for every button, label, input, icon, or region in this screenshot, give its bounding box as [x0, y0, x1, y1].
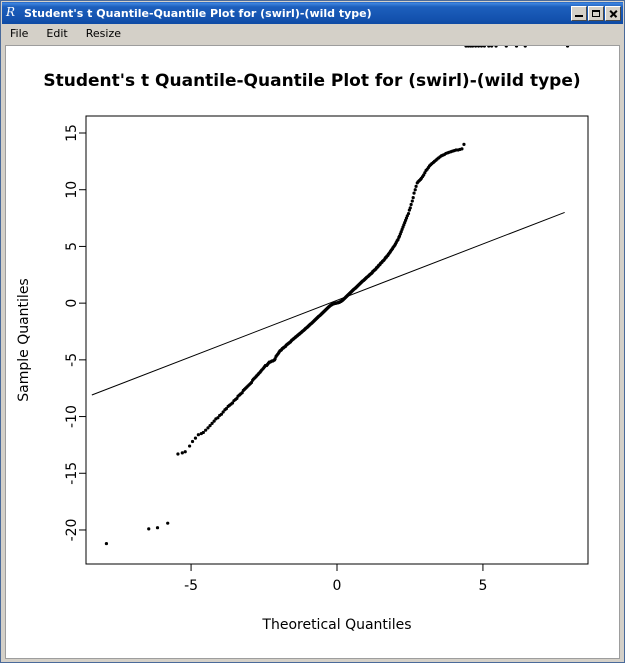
qq-point: [414, 185, 417, 188]
qq-point: [414, 188, 417, 191]
qq-point: [462, 143, 465, 146]
qq-point: [505, 46, 508, 48]
qq-point: [474, 46, 477, 48]
y-tick-label: -10: [64, 405, 80, 428]
qq-point: [410, 203, 413, 206]
y-tick-label: -15: [64, 461, 80, 485]
menubar: [2, 24, 623, 43]
x-axis-ticks: [184, 564, 487, 594]
qq-point: [460, 147, 463, 150]
qq-point: [412, 196, 415, 199]
x-tick-label: 5: [478, 578, 488, 594]
qq-point: [477, 46, 480, 48]
qq-point: [409, 206, 412, 209]
qq-point: [483, 46, 486, 48]
y-axis-label: Sample Quantiles: [16, 278, 32, 402]
qq-point: [480, 46, 483, 48]
chart-title: Student's t Quantile-Quantile Plot for (swirl)-(wild type): [43, 71, 581, 91]
qq-plot-svg: [6, 46, 619, 658]
y-axis-ticks: [64, 124, 86, 541]
qq-point: [188, 444, 191, 447]
qq-point: [407, 212, 410, 215]
y-tick-label: 10: [64, 180, 80, 199]
qq-point: [194, 437, 197, 440]
y-tick-label: -5: [64, 352, 80, 367]
qq-point: [176, 452, 179, 455]
qq-point: [487, 46, 490, 48]
x-tick-label: -5: [184, 578, 199, 594]
x-axis-label: Theoretical Quantiles: [262, 617, 412, 633]
qq-point: [566, 46, 569, 48]
qq-point: [471, 46, 474, 48]
qq-reference-line: [92, 212, 565, 395]
qq-point: [515, 46, 518, 48]
r-graphics-icon: R: [6, 5, 16, 19]
menu-item-edit[interactable]: Edit: [46, 27, 68, 40]
qq-point: [204, 429, 207, 432]
qq-point: [105, 542, 108, 545]
qq-point: [411, 199, 414, 202]
qq-point: [184, 450, 187, 453]
qq-point: [490, 46, 493, 48]
qq-point: [191, 440, 194, 443]
y-tick-label: 15: [64, 124, 80, 142]
qq-point: [202, 431, 205, 434]
window-title: Student's t Quantile-Quantile Plot for (swirl)-(wild type): [24, 6, 372, 20]
plot-canvas: [5, 45, 620, 659]
qq-point: [412, 192, 415, 195]
qq-point: [181, 451, 184, 454]
y-tick-label: -20: [64, 518, 80, 542]
plot-frame: [86, 116, 588, 564]
qq-point: [494, 46, 497, 48]
qq-point: [166, 522, 169, 525]
close-button[interactable]: [605, 6, 621, 21]
qq-point: [156, 526, 159, 529]
qq-points: [105, 46, 569, 545]
menu-item-resize[interactable]: Resize: [85, 27, 121, 40]
x-tick-label: 0: [332, 578, 342, 594]
window-titlebar[interactable]: [2, 2, 623, 24]
y-tick-label: 5: [64, 241, 80, 251]
menu-item-file[interactable]: File: [10, 27, 29, 40]
qq-point: [197, 433, 200, 436]
qq-point: [524, 46, 527, 48]
minimize-button[interactable]: [571, 6, 587, 21]
qq-point: [147, 527, 150, 530]
maximize-button[interactable]: [588, 6, 604, 21]
y-tick-label: 0: [64, 298, 80, 308]
